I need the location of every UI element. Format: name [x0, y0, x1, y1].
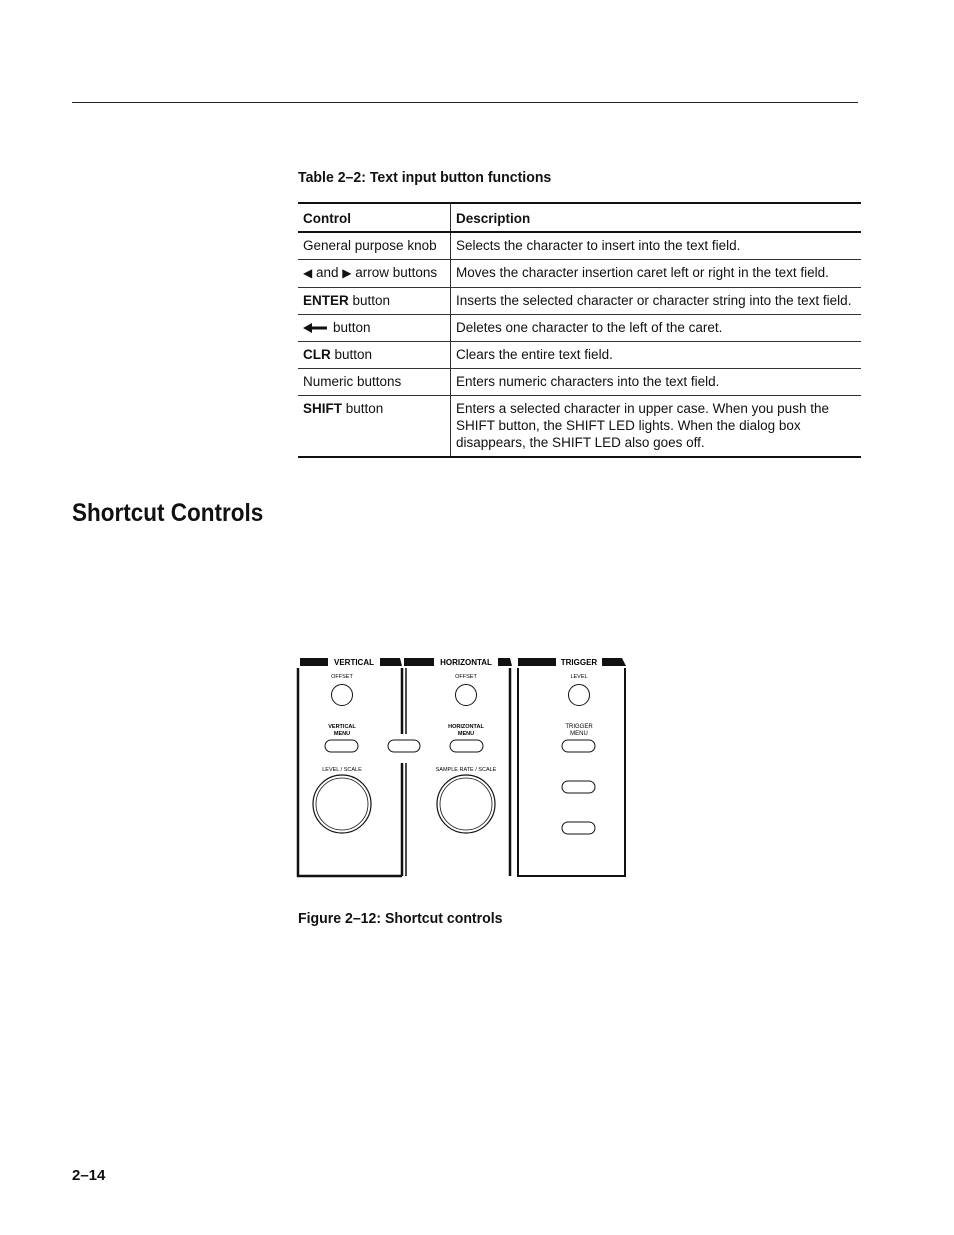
control-key: SHIFT	[303, 401, 342, 416]
control-label: button	[348, 293, 391, 308]
control-label: button	[330, 347, 373, 362]
table-row	[298, 342, 861, 369]
horizontal-offset-knob[interactable]	[456, 685, 477, 706]
trigger-button-1[interactable]	[562, 781, 595, 793]
horizontal-scale-knob[interactable]	[437, 775, 495, 833]
shortcut-controls-panel	[296, 656, 630, 881]
description-cell: Clears the entire text field.	[451, 342, 862, 369]
control-cell	[298, 342, 451, 369]
vertical-offset-knob[interactable]	[332, 685, 353, 706]
control-cell	[298, 369, 451, 396]
horizontal-menu-button[interactable]	[450, 740, 483, 752]
horizontal-offset-label: OFFSET	[455, 674, 477, 680]
description-cell: Enters a selected character in upper case. When you push the SHIFT button, the SHIFT LED lights. When the dialog box disappears, the SHIFT LED also goes off.	[451, 396, 862, 458]
description-cell: Enters numeric characters into the text field.	[451, 369, 862, 396]
table-header-row	[298, 203, 861, 232]
figure-caption: Figure 2–12: Shortcut controls	[298, 910, 503, 927]
table-caption: Table 2–2: Text input button functions	[298, 169, 552, 186]
horizontal-section	[404, 657, 512, 876]
control-label: Numeric buttons	[303, 374, 402, 389]
horizontal-scale-label: SAMPLE RATE / SCALE	[435, 767, 497, 773]
text-input-functions-table	[298, 202, 861, 458]
trigger-section	[518, 657, 626, 876]
trigger-title: TRIGGER	[560, 658, 598, 667]
left-arrow-icon: ◀	[303, 266, 313, 280]
vertical-menu-button[interactable]	[325, 740, 358, 752]
vertical-menu-label-1: VERTICAL	[328, 724, 356, 730]
trigger-menu-label-2: MENU	[570, 731, 588, 737]
page-number: 2–14	[72, 1167, 106, 1184]
control-label: General purpose knob	[303, 238, 437, 253]
control-label-suffix: arrow buttons	[355, 265, 438, 280]
section-title: Shortcut Controls	[72, 499, 264, 527]
trigger-menu-label-1: TRIGGER	[565, 724, 593, 730]
control-label: button	[333, 320, 371, 335]
header-rule	[72, 102, 858, 103]
control-label: and	[316, 265, 339, 280]
front-panel-diagram	[296, 656, 630, 881]
description-cell: Inserts the selected character or character string into the text field.	[451, 288, 862, 315]
control-key: CLR	[303, 347, 331, 362]
column-header-control: Control	[298, 203, 451, 232]
horizontal-menu-label-2: MENU	[457, 731, 475, 737]
table-row	[298, 396, 861, 458]
trigger-button-2[interactable]	[562, 822, 595, 834]
description-cell: Selects the character to insert into the text field.	[456, 238, 741, 253]
control-cell	[298, 396, 451, 458]
control-label: button	[342, 401, 384, 416]
column-header-description: Description	[451, 203, 862, 232]
horizontal-title: HORIZONTAL	[440, 658, 492, 667]
horizontal-menu-label-1: HORIZONTAL	[448, 724, 484, 730]
control-key: ENTER	[303, 293, 349, 308]
table-row	[298, 315, 861, 342]
vertical-scale-knob[interactable]	[313, 775, 371, 833]
vertical-scale-label: LEVEL / SCALE	[322, 767, 362, 773]
table-row	[298, 260, 861, 288]
vertical-menu-label-2: MENU	[333, 731, 351, 737]
trigger-level-knob[interactable]	[569, 685, 590, 706]
shortcut-button[interactable]	[388, 740, 420, 752]
trigger-level-label: LEVEL	[570, 674, 588, 680]
trigger-menu-button[interactable]	[562, 740, 595, 752]
table-row	[298, 232, 861, 260]
control-cell	[298, 315, 451, 342]
backspace-arrow-icon	[303, 323, 327, 333]
vertical-section	[298, 657, 402, 876]
description-cell: Deletes one character to the left of the caret.	[451, 315, 862, 342]
description-cell: Moves the character insertion caret left or right in the text field.	[451, 260, 862, 288]
table-row	[298, 369, 861, 396]
vertical-title: VERTICAL	[334, 658, 374, 667]
control-cell	[298, 232, 451, 260]
control-cell	[298, 260, 451, 288]
vertical-offset-label: OFFSET	[331, 674, 353, 680]
table-row	[298, 288, 861, 315]
control-cell	[298, 288, 451, 315]
right-arrow-icon: ▶	[342, 266, 352, 280]
